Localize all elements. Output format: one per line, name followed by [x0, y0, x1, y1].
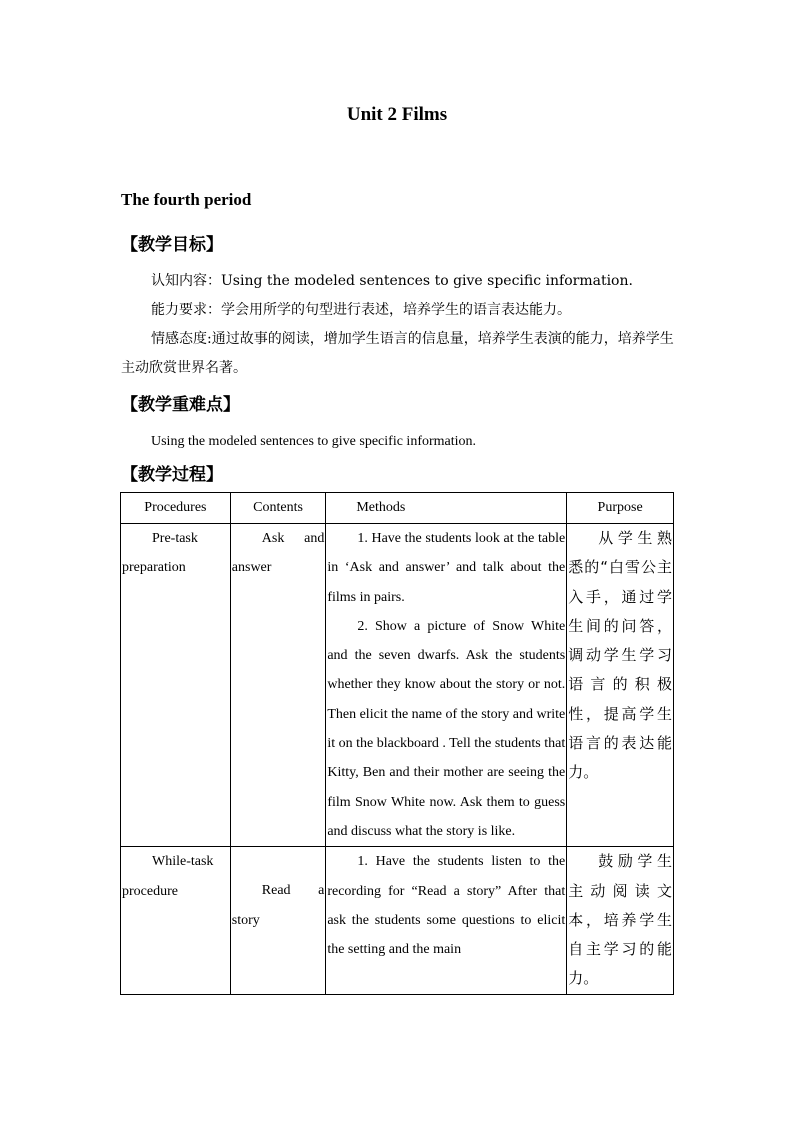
- methods-cell: [326, 847, 567, 994]
- methods-cell: [326, 524, 567, 847]
- table-row: [121, 524, 674, 847]
- keypoints-heading: 【教学重难点】: [121, 395, 240, 415]
- objectives-heading: 【教学目标】: [121, 235, 223, 255]
- keypoints-text: Using the modeled sentences to give specific information.: [151, 434, 477, 449]
- procedure-cell: Pre-task preparation: [121, 524, 231, 847]
- procedure-cell: While-task procedure: [121, 847, 231, 994]
- content-cell: Ask and answer: [230, 524, 326, 847]
- method-step: 2. Show a picture of Snow White and the seven dwarfs. Ask the students whether they know about the story or not. Then elicit the name of the story and write it on the blackboard . Tell the students that Kitty, Ben and their mother are seeing the film Snow White now. Ask them to guess and discuss what the story is like.: [327, 618, 566, 839]
- header-methods: Methods: [326, 493, 567, 524]
- header-contents: Contents: [230, 493, 326, 524]
- table-header-row: [121, 493, 674, 524]
- objective-ability: 能力要求：学会用所学的句型进行表述，培养学生的语言表达能力。: [151, 302, 571, 318]
- table-row: [121, 847, 674, 994]
- objective-cognitive: 认知内容：Using the modeled sentences to give specific information.: [151, 273, 633, 289]
- process-table: [120, 492, 674, 995]
- period-label: The fourth period: [121, 190, 252, 209]
- purpose-cell: 从学生熟悉的“白雪公主入手，通过学生间的问答，调动学生学习语言的积极性，提高学生语言的表达能力。: [567, 524, 674, 847]
- process-heading: 【教学过程】: [121, 465, 223, 485]
- method-step: 1. Have the students look at the table in ‘Ask and answer’ and talk about the films in pairs.: [327, 531, 566, 605]
- method-step: 1. Have the students listen to the recording for “Read a story” After that ask the students some questions to elicit the setting and the main: [327, 854, 566, 958]
- objective-emotion: 情感态度:通过故事的阅读，增加学生语言的信息量，培养学生表演的能力，培养学生主动欣赏世界名著。: [121, 331, 674, 376]
- header-purpose: Purpose: [567, 493, 674, 524]
- purpose-cell: 鼓励学生主动阅读文本，培养学生自主学习的能力。: [567, 847, 674, 994]
- header-procedures: Procedures: [121, 493, 231, 524]
- document-title: Unit 2 Films: [346, 104, 448, 125]
- content-cell: Read a story: [230, 847, 326, 994]
